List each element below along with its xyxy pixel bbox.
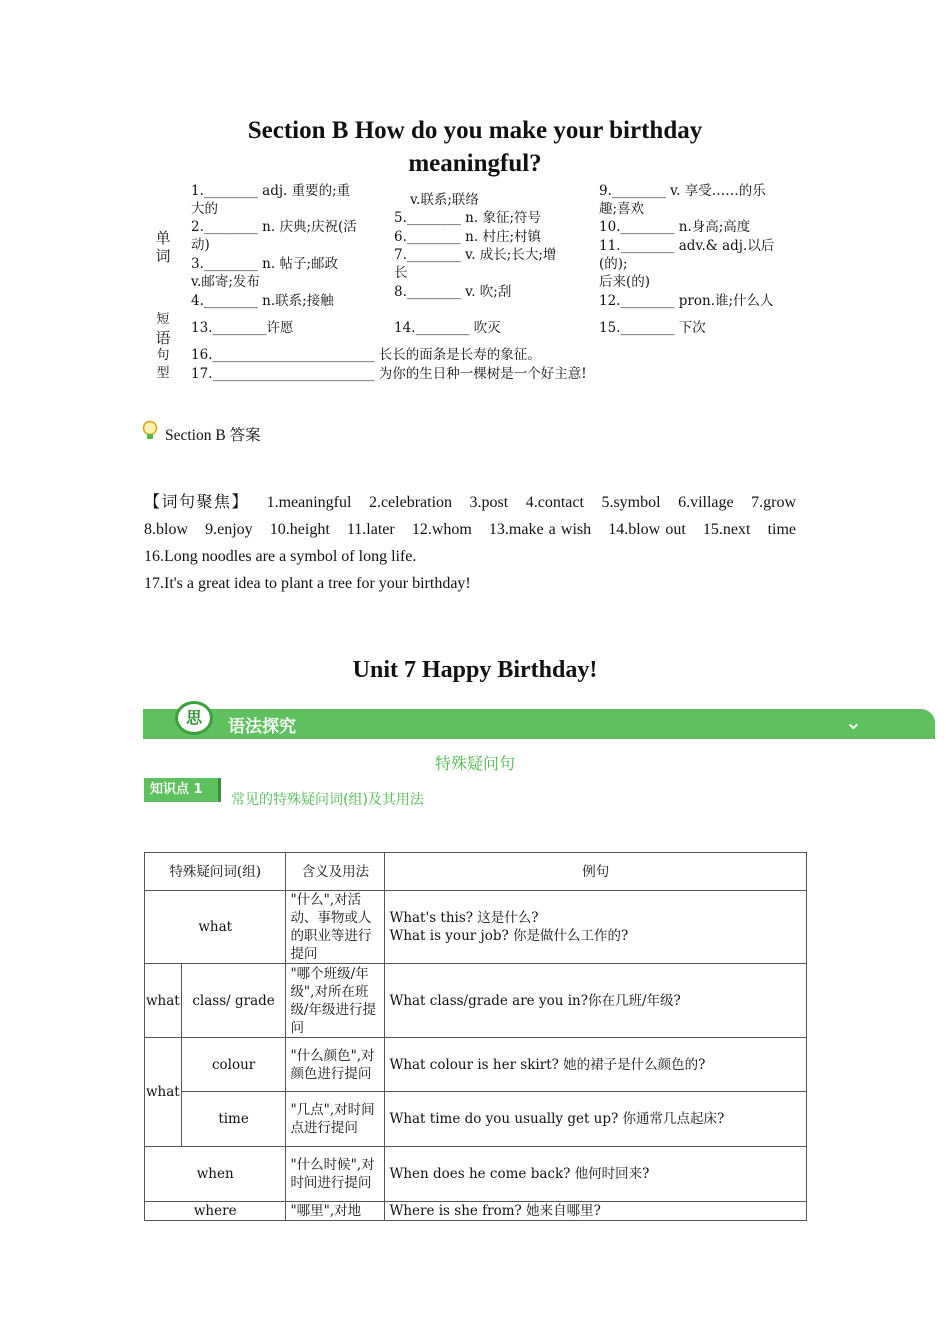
section-title-line1: Section B How do you make your birthday — [247, 117, 703, 144]
phrase-item-14: 14.________ 吹灭 — [394, 320, 501, 336]
table-cell: "什么",对活动、事物或人的职业等进行提问 — [286, 891, 385, 964]
answer-item: 3.post — [469, 494, 509, 511]
label-phrases-1: 短 — [156, 312, 170, 327]
answer-item-last: 17.It's a great idea to plant a tree for your birthday! — [144, 575, 471, 592]
table-cell: colour — [181, 1038, 286, 1092]
answers-label: 【词句聚焦】 — [144, 494, 250, 511]
answer-item: 10.height — [269, 521, 330, 538]
vocab-item-11c: 后来(的) — [599, 274, 651, 290]
answer-item: 16.Long noodles are a symbol of long life. — [144, 548, 417, 565]
vocab-item-4: 4.________ n.联系;接触 — [191, 293, 334, 309]
table-cell: time — [181, 1092, 286, 1147]
vocab-item-3b: v.邮寄;发布 — [191, 274, 260, 290]
answer-heading: Section B 答案 — [165, 427, 261, 444]
answer-item: 6.village — [678, 494, 734, 511]
table-row — [145, 1092, 807, 1147]
vocab-item-11a: 11.________ adv.& adj.以后 — [599, 238, 775, 254]
table-cell: what — [145, 891, 286, 964]
answer-item: 12.whom — [411, 521, 472, 538]
vocab-item-3a: 3.________ n. 帖子;邮政 — [191, 256, 338, 272]
vocab-item-8: 8.________ v. 吹;刮 — [394, 284, 512, 300]
answer-item: time — [767, 521, 796, 538]
answer-item: 11.later — [346, 521, 395, 538]
vocab-item-5: 5.________ n. 象征;符号 — [394, 210, 541, 226]
table-cell: What colour is her skirt? 她的裙子是什么颜色的? — [385, 1038, 807, 1092]
table-cell: Where is she from? 她来自哪里? — [385, 1202, 807, 1221]
table-row — [145, 891, 807, 964]
table-cell: what — [145, 964, 182, 1038]
vocab-item-6: 6.________ n. 村庄;村镇 — [394, 229, 541, 245]
table-header: 例句 — [385, 853, 807, 891]
answer-item: 13.make a wish — [488, 521, 592, 538]
topic-title: 特殊疑问句 — [434, 754, 515, 773]
vocab-item-9b: 趣;喜欢 — [599, 201, 645, 217]
banner-label: 语法探究 — [228, 717, 296, 737]
answer-item: 2.celebration — [368, 494, 453, 511]
table-row — [145, 964, 807, 1038]
answer-item: 15.next — [702, 521, 751, 538]
table-cell: when — [145, 1147, 286, 1202]
table-cell: class/ grade — [181, 964, 286, 1038]
label-phrases-4: 型 — [156, 366, 170, 381]
lightbulb-icon — [142, 420, 158, 446]
vocab-item-4b: v.联系;联络 — [410, 192, 479, 208]
knowledge-point-title: 常见的特殊疑问词(组)及其用法 — [231, 792, 424, 808]
grammar-table — [144, 852, 807, 1221]
vocab-item-9a: 9.________ v. 享受……的乐 — [599, 183, 766, 199]
vocab-item-2a: 2.________ n. 庆典;庆祝(活 — [191, 219, 357, 235]
table-cell: "几点",对时间点进行提问 — [286, 1092, 385, 1147]
table-cell: "哪个班级/年级",对所在班级/年级进行提问 — [286, 964, 385, 1038]
vocab-item-7b: 长 — [394, 265, 408, 281]
answer-item: 8.blow — [144, 521, 188, 538]
vocab-item-10: 10.________ n.身高;高度 — [599, 219, 751, 235]
answer-item: 7.grow — [751, 494, 797, 511]
section-title-line2: meaningful? — [408, 150, 542, 177]
knowledge-point-badge: 知识点 1 — [144, 778, 221, 802]
table-cell: When does he come back? 他何时回来? — [385, 1147, 807, 1202]
table-header-row — [145, 853, 807, 891]
sentence-item-17: 17.________________________ 为你的生日种一棵树是一个好主意! — [191, 366, 587, 382]
table-cell: "哪里",对地 — [286, 1202, 385, 1221]
table-cell: "什么颜色",对颜色进行提问 — [286, 1038, 385, 1092]
table-row — [145, 1202, 807, 1221]
answer-item: 5.symbol — [601, 494, 661, 511]
label-words-1: 单 — [155, 229, 171, 247]
table-cell: "什么时候",对时间进行提问 — [286, 1147, 385, 1202]
table-row — [145, 1038, 807, 1092]
vocab-item-7a: 7.________ v. 成长;长大;增 — [394, 247, 557, 263]
table-cell: What time do you usually get up? 你通常几点起床? — [385, 1092, 807, 1147]
vocab-item-2b: 动) — [191, 237, 210, 253]
table-cell: what — [145, 1038, 182, 1147]
answers-paragraph — [144, 489, 808, 597]
label-words-2: 词 — [155, 247, 171, 265]
label-phrases-3: 句 — [156, 348, 170, 363]
table-header: 特殊疑问词(组) — [145, 853, 286, 891]
vocab-item-1b: 大的 — [191, 201, 218, 217]
think-icon: 思 — [175, 701, 213, 735]
table-cell: where — [145, 1202, 286, 1221]
answer-item: 1.meaningful — [266, 494, 352, 511]
table-cell: What's this? 这是什么? What is your job? 你是做什么工作的? — [385, 891, 807, 964]
vocab-item-12: 12.________ pron.谁;什么人 — [599, 293, 774, 309]
table-row — [145, 1147, 807, 1202]
table-header: 含义及用法 — [286, 853, 385, 891]
chevron-down-icon[interactable]: ⌄ — [845, 710, 862, 734]
answer-item: 9.enjoy — [205, 521, 253, 538]
sentence-item-16: 16.________________________ 长长的面条是长寿的象征。 — [191, 347, 541, 363]
vocab-item-1a: 1.________ adj. 重要的;重 — [191, 183, 351, 199]
unit-title: Unit 7 Happy Birthday! — [352, 657, 598, 683]
answer-item: 14.blow out — [608, 521, 686, 538]
label-phrases-2: 语 — [155, 329, 171, 347]
table-cell: What class/grade are you in?你在几班/年级? — [385, 964, 807, 1038]
phrase-item-13: 13.________许愿 — [191, 320, 294, 336]
phrase-item-15: 15.________ 下次 — [599, 320, 706, 336]
answer-item: 4.contact — [525, 494, 584, 511]
vocab-item-11b: (的); — [599, 256, 628, 272]
